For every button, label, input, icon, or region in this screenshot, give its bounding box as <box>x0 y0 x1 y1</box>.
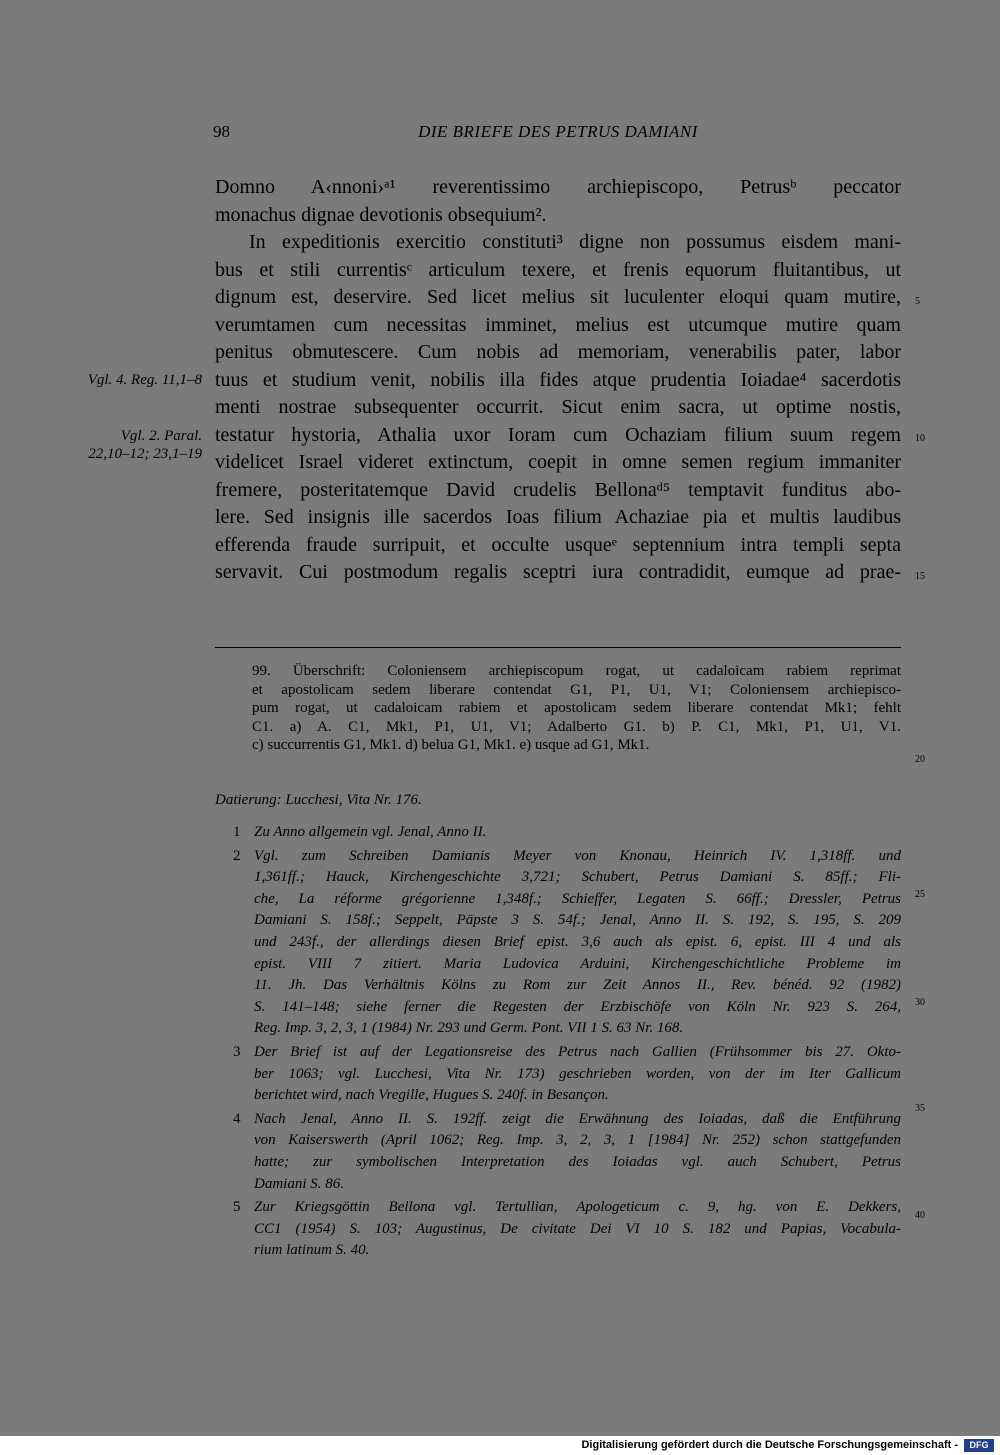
margin-note-reference <box>22 427 202 463</box>
text-line: tuus et studium venit, nobilis illa fides atque prudentia Ioiadae⁴ sacerdotis <box>215 368 901 391</box>
footnote-line: Zur Kriegsgöttin Bellona vgl. Tertullian, Apologeticum c. 9, hg. von E. Dekkers, <box>254 1199 901 1216</box>
margin-note-reference <box>22 371 202 389</box>
footnote-separator <box>215 647 901 648</box>
footnote-line: und 243f., der allerdings diesen Brief epist. 3,6 auch als epist. 6, epist. III 4 und als <box>254 933 901 950</box>
line-number: 40 <box>915 1210 925 1221</box>
footnote-line: rium latinum S. 40. <box>254 1242 370 1259</box>
footer-bar <box>0 1436 1000 1455</box>
funding-notice: Digitalisierung gefördert durch die Deutsche Forschungsgemeinschaft - <box>581 1439 958 1451</box>
footnote <box>233 1109 901 1195</box>
critical-apparatus <box>252 662 901 755</box>
margin-note-line: 22,10–12; 23,1–19 <box>88 446 202 462</box>
footnote <box>233 846 901 1040</box>
apparatus-line: et apostolicam sedem liberare contendat G1, P1, U1, V1; Coloniensem archiepisco- <box>252 681 901 698</box>
footnote-line: che, La réforme grégorienne 1,348f.; Schieffer, Legaten S. 66ff.; Dressler, Petrus <box>254 890 901 907</box>
footnote-line: Zu Anno allgemein vgl. Jenal, Anno II. <box>254 824 487 840</box>
main-text <box>215 174 901 587</box>
footnote-body <box>254 1109 901 1195</box>
line-number: 10 <box>915 433 925 444</box>
footnote-line: Vgl. zum Schreiben Damianis Meyer von Knonau, Heinrich IV. 1,318ff. und <box>254 847 901 864</box>
footnote-line: Nach Jenal, Anno II. S. 192ff. zeigt die Erwähnung des Ioiadas, daß die Entführung <box>254 1110 901 1127</box>
text-line: penitus obmutescere. Cum nobis ad memoriam, venerabilis pater, labor <box>215 341 901 363</box>
footnote-number: 5 <box>233 1199 241 1216</box>
footnote-number: 4 <box>233 1110 241 1127</box>
text-line: Domno A‹nnoni›ᵃ¹ reverentissimo archiepiscopo, Petrusᵇ peccator <box>215 176 901 198</box>
running-title: DIE BRIEFE DES PETRUS DAMIANI <box>418 122 698 141</box>
footnote <box>233 822 901 844</box>
text-line: lere. Sed insignis ille sacerdos Ioas filium Achaziae pia et multis laudibus <box>215 506 901 528</box>
line-number: 5 <box>915 296 920 307</box>
footnote <box>233 1042 901 1107</box>
footnote-number: 1 <box>233 824 241 840</box>
apparatus-line: 99. Überschrift: Coloniensem archiepiscopum rogat, ut cadaloicam rabiem reprimat <box>252 663 901 679</box>
margin-note-line: Vgl. 2. Paral. <box>120 428 202 444</box>
text-line: fremere, posteritatemque David crudelis Bellonaᵈ⁵ temptavit funditus abo- <box>215 478 901 501</box>
dating-line: Datierung: Lucchesi, Vita Nr. 176. <box>215 792 422 808</box>
footnote-line: Der Brief ist auf der Legationsreise des Petrus nach Gallien (Frühsommer bis 27. Okto- <box>254 1043 901 1060</box>
text-line: testatur hystoria, Athalia uxor Ioram cum Ochaziam filium suum regem <box>215 423 901 446</box>
footnote-line: Damiani S. 158f.; Seppelt, Päpste 3 S. 54f.; Jenal, Anno II. S. 192, S. 195, S. 209 <box>254 912 901 929</box>
footnote-line: Reg. Imp. 3, 2, 3, 1 (1984) Nr. 293 und Germ. Pont. VII 1 S. 63 Nr. 168. <box>254 1020 684 1037</box>
footnote-line: ber 1063; vgl. Lucchesi, Vita Nr. 173) geschrieben worden, von der im Iter Gallicum <box>254 1065 901 1082</box>
margin-note-line: Vgl. 4. Reg. 11,1–8 <box>87 372 202 388</box>
text-line: efferenda fraude surripuit, et occulte usqueᵉ septennium intra templi septa <box>215 533 901 556</box>
text-line: servavit. Cui postmodum regalis sceptri iura contradidit, eumque ad prae- <box>215 561 901 583</box>
footnote-line: epist. VIII 7 zitiert. Maria Ludovica Arduini, Kirchengeschichtliche Probleme im <box>254 955 901 972</box>
text-line: menti nostrae subsequenter occurrit. Sicut enim sacra, ut optime nostis, <box>215 396 901 418</box>
footnote <box>233 1197 901 1262</box>
apparatus-line: C1. a) A. C1, Mk1, P1, U1, V1; Adalberto G1. b) P. C1, Mk1, P1, U1, V1. <box>252 718 901 735</box>
line-number: 15 <box>915 571 925 582</box>
text-line: bus et stili currentisᶜ articulum texere, et frenis equorum fluitantibus, ut <box>215 258 901 281</box>
footnotes <box>233 822 901 1262</box>
text-line: verumtamen cum necessitas imminet, melius est utcumque mutire quam <box>215 313 901 336</box>
footnote-line: hatte; zur symbolischen Interpretation des Ioiadas vgl. auch Schubert, Petrus <box>254 1153 901 1170</box>
line-number: 25 <box>915 889 925 900</box>
footnote-number: 3 <box>233 1043 241 1060</box>
dfg-logo: DFG <box>964 1439 994 1452</box>
footnote-body <box>254 1197 901 1262</box>
apparatus-line: c) succurrentis G1, Mk1. d) belua G1, Mk1. e) usque ad G1, Mk1. <box>252 737 650 753</box>
footnote-line: berichtet wird, nach Vregille, Hugues S. 240f. in Besançon. <box>254 1087 609 1104</box>
footnote-body <box>254 1042 901 1107</box>
text-line: monachus dignae devotionis obsequium². <box>215 203 547 226</box>
footnote-line: CC1 (1954) S. 103; Augustinus, De civitate Dei VI 10 S. 182 und Papias, Vocabula- <box>254 1220 901 1237</box>
text-line: videlicet Israel videret extinctum, coepit in omne semen regium immaniter <box>215 451 901 473</box>
page-number: 98 <box>213 122 230 141</box>
footnote-line: 1,361ff.; Hauck, Kirchengeschichte 3,721; Schubert, Petrus Damiani S. 85ff.; Fli- <box>254 869 901 886</box>
page-header <box>213 122 903 146</box>
footnote-line: von Kaiserswerth (April 1062; Reg. Imp. 3, 2, 3, 1 [1984] Nr. 252) schon stattgefunden <box>254 1132 901 1149</box>
line-number: 30 <box>915 997 925 1008</box>
apparatus-line: pum rogat, ut cadaloicam rabiem et apostolicam sedem liberare contendat Mk1; fehlt <box>252 700 901 716</box>
footnote-body <box>254 822 901 844</box>
text-line: dignum est, deservire. Sed licet melius sit luculenter eloqui quam mutire, <box>215 286 901 308</box>
footnote-line: S. 141–148; siehe ferner die Regesten der Erzbischöfe von Köln Nr. 923 S. 264, <box>254 998 901 1015</box>
text-line: In expeditionis exercitio constituti³ digne non possumus eisdem mani- <box>249 231 901 253</box>
footnote-body <box>254 846 901 1040</box>
footnote-number: 2 <box>233 847 241 864</box>
line-number: 20 <box>915 754 925 765</box>
footnote-line: Damiani S. 86. <box>254 1175 344 1192</box>
line-number: 35 <box>915 1103 925 1114</box>
footnote-line: 11. Jh. Das Verhältnis Kölns zu Rom zur Zeit Annos II., Rev. bénéd. 92 (1982) <box>254 977 901 994</box>
